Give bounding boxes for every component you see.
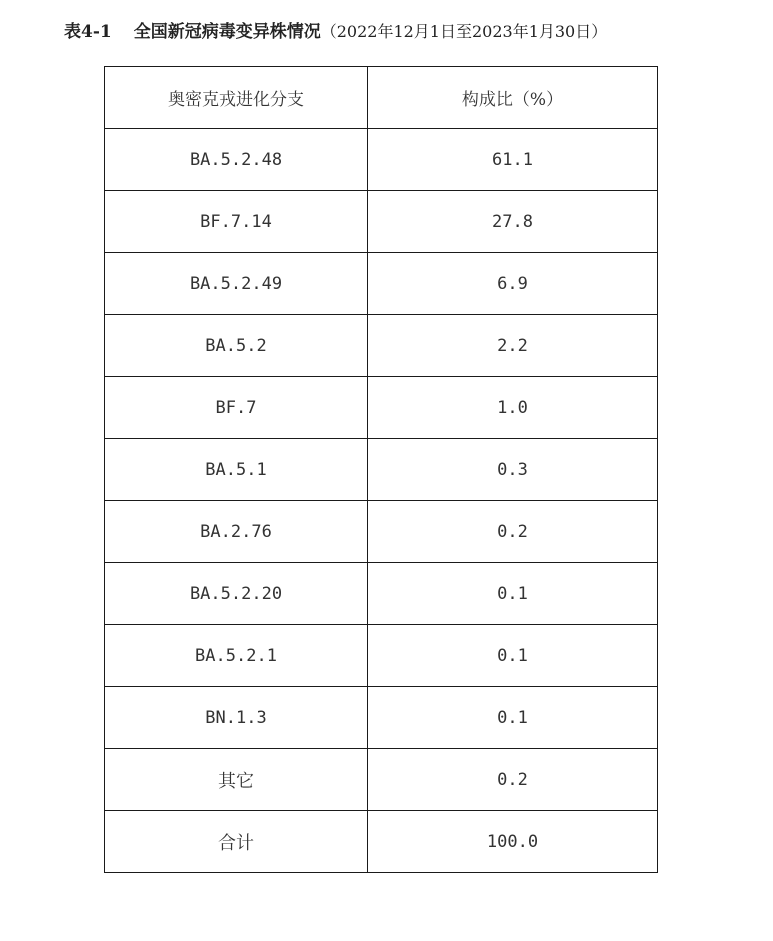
branch-cell: BA.5.2.48 [105, 129, 368, 191]
table-row-total [105, 811, 658, 873]
branch-cell: BA.5.2.20 [105, 563, 368, 625]
total-ratio-cell: 100.0 [368, 811, 658, 873]
branch-cell: BF.7 [105, 377, 368, 439]
branch-cell: BA.5.2 [105, 315, 368, 377]
ratio-cell: 0.1 [368, 563, 658, 625]
table-row-other [105, 749, 658, 811]
table-date-range: （2022年12月1日至2023年1月30日） [320, 22, 608, 41]
table-row [105, 687, 658, 749]
table-row [105, 253, 658, 315]
table-row [105, 501, 658, 563]
table-title: 全国新冠病毒变异株情况 [133, 22, 321, 42]
header-ratio: 构成比（%） [368, 67, 658, 129]
ratio-cell: 0.2 [368, 501, 658, 563]
branch-cell: BA.5.2.1 [105, 625, 368, 687]
variant-table [104, 66, 658, 873]
header-branch: 奥密克戎进化分支 [105, 67, 368, 129]
branch-cell: BN.1.3 [105, 687, 368, 749]
ratio-cell: 27.8 [368, 191, 658, 253]
table-row [105, 625, 658, 687]
table-row [105, 439, 658, 501]
table-caption [64, 18, 607, 46]
ratio-cell: 0.3 [368, 439, 658, 501]
ratio-cell: 1.0 [368, 377, 658, 439]
table-row [105, 129, 658, 191]
ratio-cell: 0.1 [368, 625, 658, 687]
total-label-cell: 合计 [105, 811, 368, 873]
table-row [105, 377, 658, 439]
table-number: 表4-1 [64, 22, 112, 42]
table-row [105, 563, 658, 625]
branch-cell: BF.7.14 [105, 191, 368, 253]
table-row [105, 191, 658, 253]
ratio-cell: 0.2 [368, 749, 658, 811]
table-row [105, 315, 658, 377]
ratio-cell: 2.2 [368, 315, 658, 377]
branch-cell: BA.2.76 [105, 501, 368, 563]
ratio-cell: 0.1 [368, 687, 658, 749]
branch-cell: BA.5.1 [105, 439, 368, 501]
branch-cell: BA.5.2.49 [105, 253, 368, 315]
branch-cell: 其它 [105, 749, 368, 811]
ratio-cell: 61.1 [368, 129, 658, 191]
ratio-cell: 6.9 [368, 253, 658, 315]
table-header-row [105, 67, 658, 129]
